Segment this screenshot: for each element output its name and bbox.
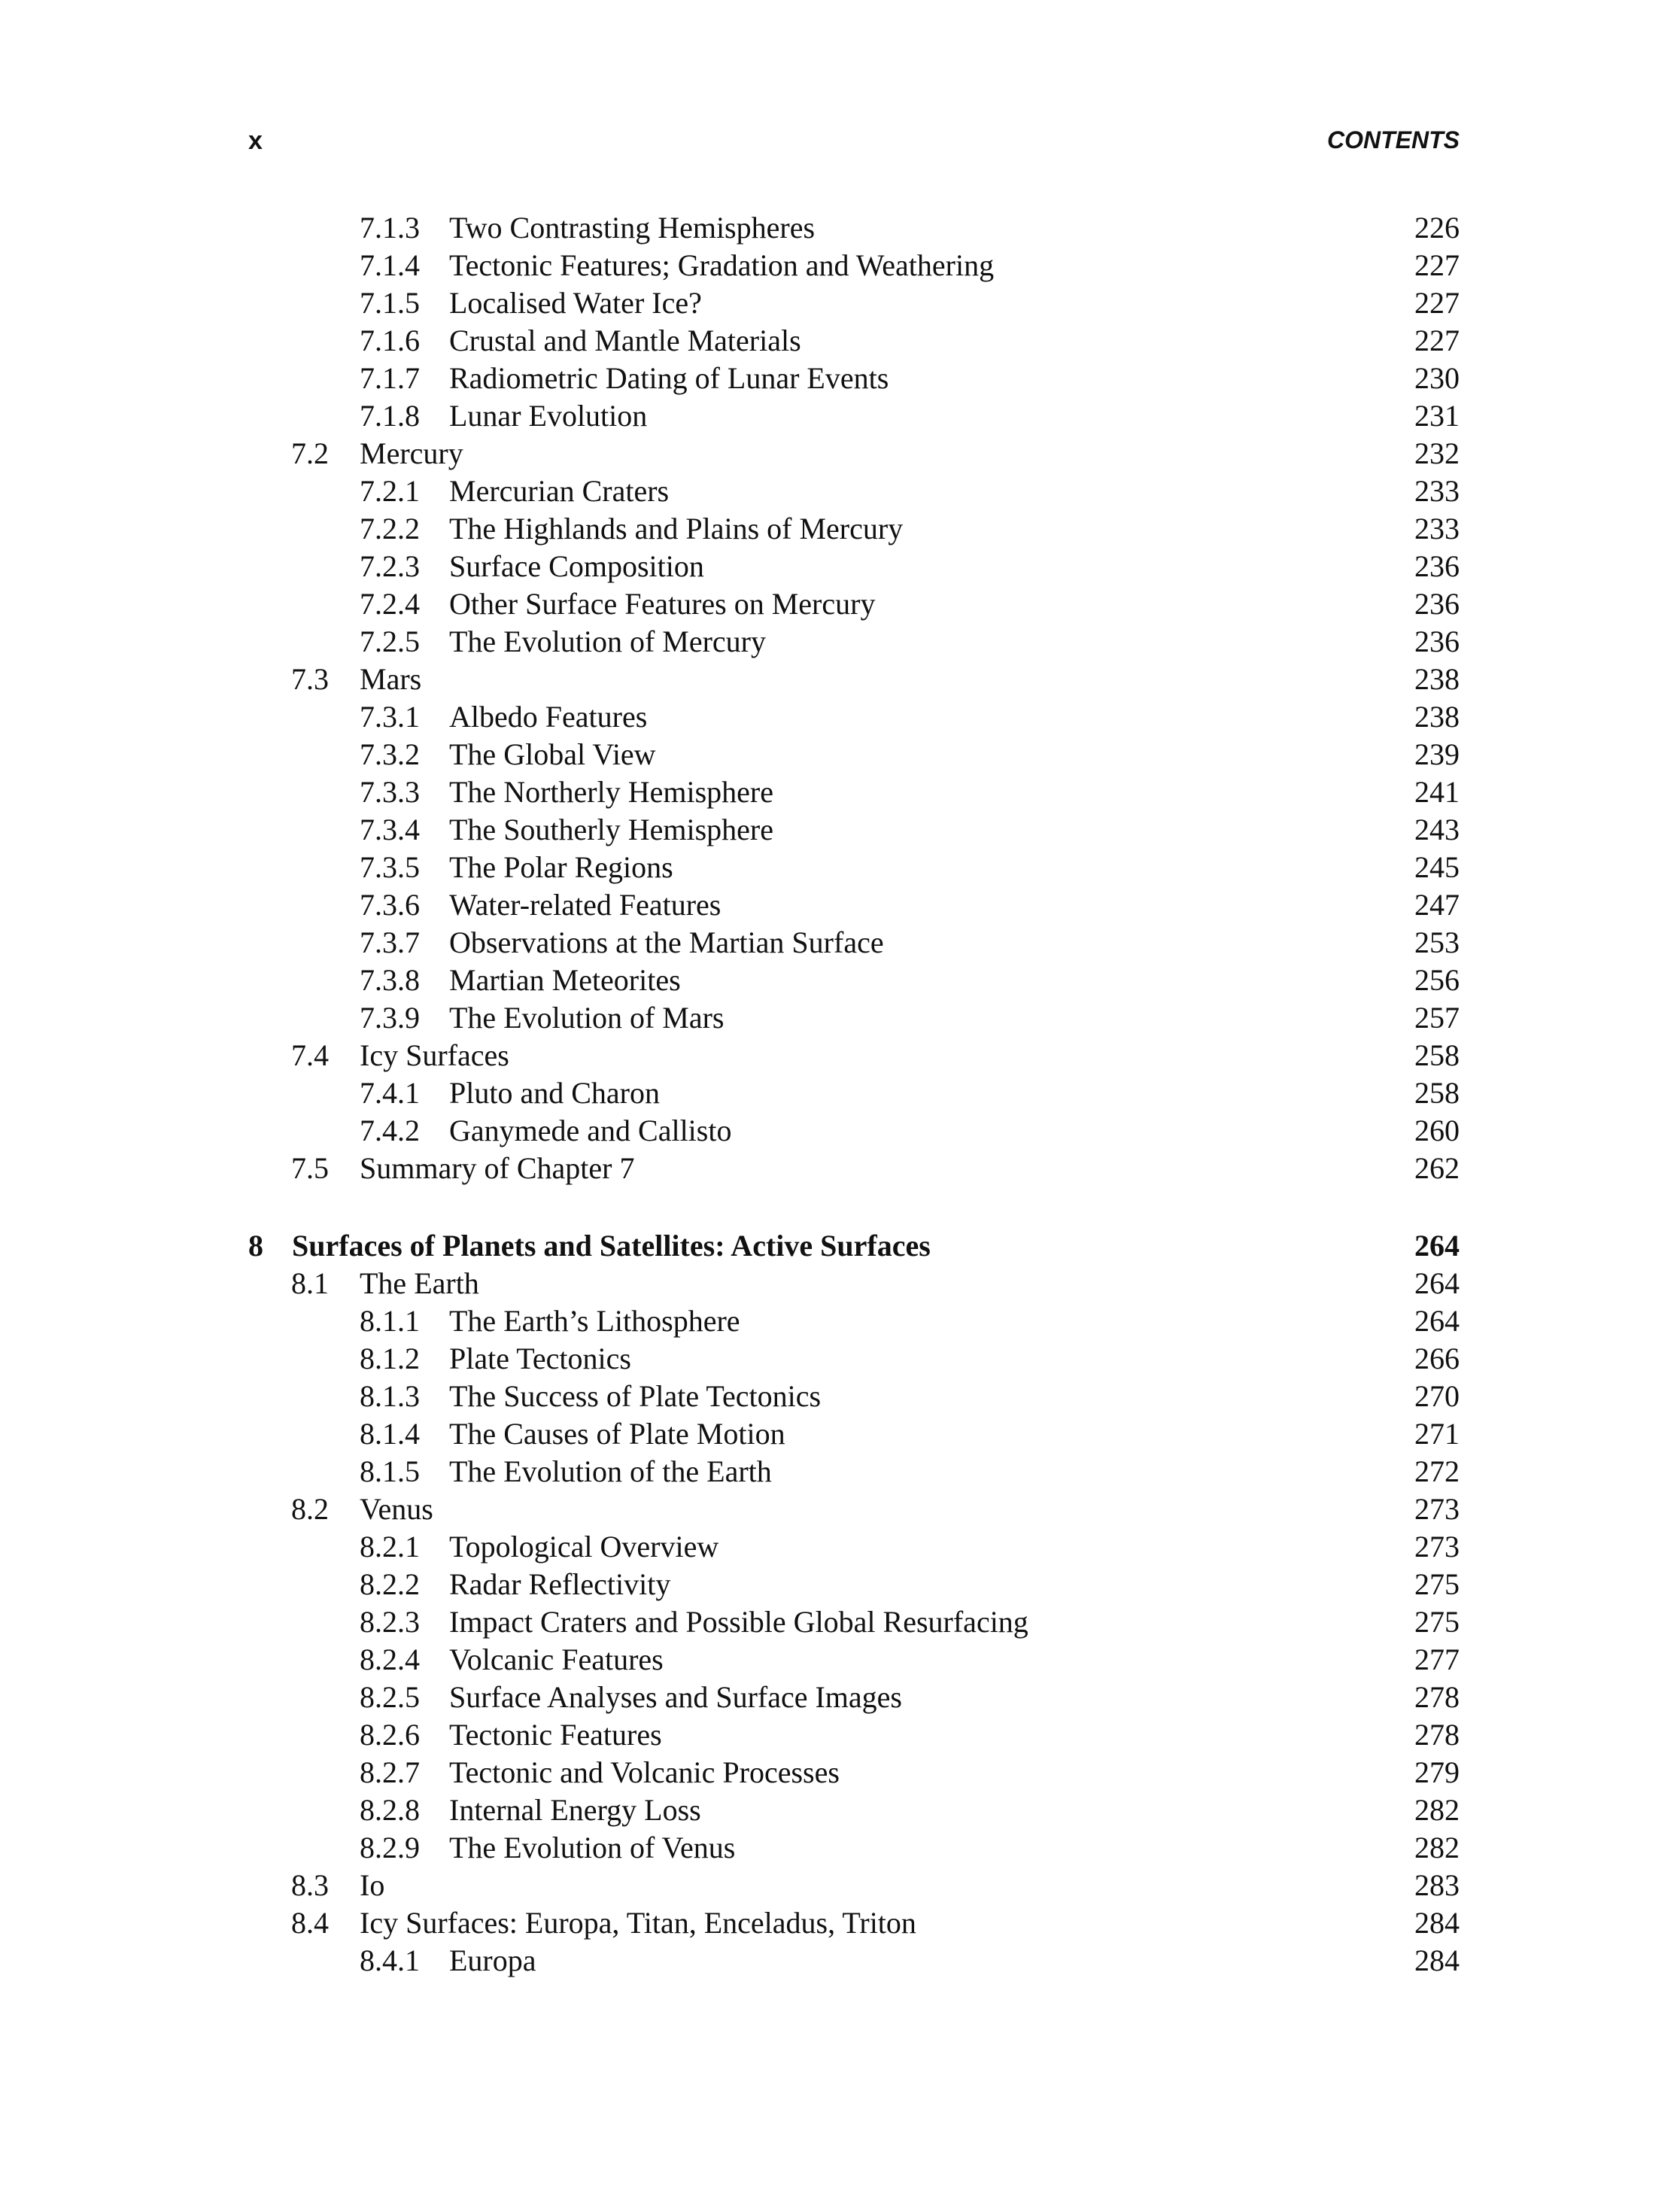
toc-entry-number: 7.2.2: [360, 512, 420, 545]
toc-entry-number: 7.5: [291, 1151, 329, 1185]
toc-entry-title: Mercurian Craters: [449, 474, 670, 508]
toc-entry-title: The Global View: [449, 737, 656, 771]
toc-entry-title: Mercury: [360, 436, 463, 470]
toc-entry-number: 7.1.8: [360, 399, 420, 433]
toc-entry-title: Radar Reflectivity: [449, 1567, 671, 1601]
toc-entry-title: Io: [360, 1868, 385, 1902]
toc-entry-page: 273: [1414, 1530, 1460, 1564]
toc-entry-page: 247: [1414, 888, 1460, 922]
toc-entry-number: 7.4.2: [360, 1114, 420, 1147]
toc-entry-page: 236: [1414, 549, 1460, 583]
toc-entry-number: 7.3.5: [360, 850, 420, 884]
toc-entry-number: 7.2.1: [360, 474, 420, 508]
toc-section-entry: [248, 435, 1460, 473]
toc-entry-number: 7.3.8: [360, 963, 420, 997]
toc-entry-number: 8.4.1: [360, 1943, 420, 1977]
toc-entry-number: 7.1.7: [360, 361, 420, 395]
toc-entry-number: 7.4.1: [360, 1076, 420, 1110]
toc-subsection-entry: [248, 811, 1460, 849]
toc-subsection-entry: [248, 1453, 1460, 1491]
toc-subsection-entry: [248, 962, 1460, 999]
toc-entry-number: 7.3.3: [360, 775, 420, 809]
toc-entry-title: The Evolution of the Earth: [449, 1454, 772, 1488]
toc-entry-title: Mars: [360, 662, 422, 696]
toc-entry-page: 264: [1414, 1266, 1460, 1300]
toc-entry-page: 257: [1414, 1001, 1460, 1035]
running-head: [248, 126, 1460, 169]
toc-entry-title: The Polar Regions: [449, 850, 673, 884]
toc-entry-page: 227: [1414, 324, 1460, 357]
toc-entry-number: 7.1.5: [360, 286, 420, 320]
toc-chapter-entry: [248, 1227, 1460, 1265]
toc-subsection-entry: [248, 1302, 1460, 1340]
toc-entry-title: Surface Composition: [449, 549, 704, 583]
toc-entry-page: 227: [1414, 286, 1460, 320]
toc-entry-title: The Causes of Plate Motion: [449, 1417, 785, 1451]
toc-entry-page: 270: [1414, 1379, 1460, 1413]
toc-entry-number: 7.1.3: [360, 211, 420, 245]
toc-entry-title: The Evolution of Mercury: [449, 624, 766, 658]
toc-entry-title: Plate Tectonics: [449, 1342, 631, 1375]
toc-entry-title: Impact Craters and Possible Global Resurfacing: [449, 1605, 1028, 1639]
toc-entry-page: 253: [1414, 925, 1460, 959]
table-of-contents: [248, 209, 1460, 1980]
toc-entry-page: 241: [1414, 775, 1460, 809]
toc-section-entry: [248, 1265, 1460, 1302]
toc-entry-title: Surfaces of Planets and Satellites: Active Surfaces: [292, 1229, 931, 1263]
toc-entry-page: 271: [1414, 1417, 1460, 1451]
toc-entry-page: 233: [1414, 512, 1460, 545]
toc-entry-title: Icy Surfaces: Europa, Titan, Enceladus, Triton: [360, 1906, 916, 1940]
toc-entry-number: 8.1.3: [360, 1379, 420, 1413]
toc-entry-number: 7.3.2: [360, 737, 420, 771]
toc-entry-page: 283: [1414, 1868, 1460, 1902]
toc-subsection-entry: [248, 1641, 1460, 1679]
toc-entry-title: Tectonic Features; Gradation and Weathering: [449, 248, 995, 282]
toc-entry-number: 8.2.8: [360, 1793, 420, 1827]
toc-entry-number: 8.2.4: [360, 1643, 420, 1676]
toc-entry-page: 239: [1414, 737, 1460, 771]
toc-entry-title: Icy Surfaces: [360, 1038, 509, 1072]
toc-entry-page: 236: [1414, 624, 1460, 658]
toc-subsection-entry: [248, 1679, 1460, 1716]
toc-subsection-entry: [248, 849, 1460, 886]
toc-entry-number: 8.2.2: [360, 1567, 420, 1601]
toc-entry-number: 7.3.9: [360, 1001, 420, 1035]
toc-entry-title: The Earth: [360, 1266, 479, 1300]
toc-entry-page: 238: [1414, 662, 1460, 696]
toc-entry-number: 8.2.6: [360, 1718, 420, 1752]
toc-entry-title: Summary of Chapter 7: [360, 1151, 635, 1185]
toc-entry-title: Other Surface Features on Mercury: [449, 587, 876, 621]
toc-subsection-entry: [248, 1566, 1460, 1603]
toc-entry-number: 8.1.4: [360, 1417, 420, 1451]
toc-entry-page: 260: [1414, 1114, 1460, 1147]
toc-entry-page: 226: [1414, 211, 1460, 245]
toc-entry-page: 236: [1414, 587, 1460, 621]
toc-subsection-entry: [248, 1716, 1460, 1754]
toc-subsection-entry: [248, 1074, 1460, 1112]
toc-entry-title: Tectonic and Volcanic Processes: [449, 1755, 840, 1789]
toc-subsection-entry: [248, 999, 1460, 1037]
toc-subsection-entry: [248, 1791, 1460, 1829]
toc-section-entry: [248, 1867, 1460, 1904]
toc-subsection-entry: [248, 1378, 1460, 1415]
toc-subsection-entry: [248, 1340, 1460, 1378]
toc-entry-number: 7.2.3: [360, 549, 420, 583]
toc-entry-title: Volcanic Features: [449, 1643, 664, 1676]
toc-subsection-entry: [248, 360, 1460, 397]
toc-entry-page: 277: [1414, 1643, 1460, 1676]
toc-entry-number: 8.2: [291, 1492, 329, 1526]
toc-entry-page: 284: [1414, 1906, 1460, 1940]
toc-entry-number: 8.1.2: [360, 1342, 420, 1375]
toc-entry-title: The Highlands and Plains of Mercury: [449, 512, 904, 545]
toc-entry-page: 230: [1414, 361, 1460, 395]
toc-entry-title: The Evolution of Venus: [449, 1831, 736, 1864]
toc-entry-title: Radiometric Dating of Lunar Events: [449, 361, 889, 395]
toc-entry-title: The Success of Plate Tectonics: [449, 1379, 822, 1413]
toc-entry-number: 8.2.9: [360, 1831, 420, 1864]
toc-entry-page: 273: [1414, 1492, 1460, 1526]
toc-entry-number: 8.2.5: [360, 1680, 420, 1714]
toc-entry-page: 278: [1414, 1680, 1460, 1714]
toc-entry-number: 7.3: [291, 662, 329, 696]
toc-subsection-entry: [248, 773, 1460, 811]
toc-entry-number: 7.1.4: [360, 248, 420, 282]
toc-entry-number: 7.3.1: [360, 700, 420, 734]
toc-subsection-entry: [248, 886, 1460, 924]
toc-entry-title: Ganymede and Callisto: [449, 1114, 732, 1147]
toc-entry-title: Tectonic Features: [449, 1718, 662, 1752]
toc-entry-page: 238: [1414, 700, 1460, 734]
toc-subsection-entry: [248, 698, 1460, 736]
toc-entry-title: Water-related Features: [449, 888, 722, 922]
toc-entry-title: Martian Meteorites: [449, 963, 681, 997]
toc-entry-title: Venus: [360, 1492, 433, 1526]
toc-subsection-entry: [248, 284, 1460, 322]
toc-entry-number: 7.3.4: [360, 813, 420, 846]
toc-entry-title: Albedo Features: [449, 700, 648, 734]
toc-entry-page: 233: [1414, 474, 1460, 508]
toc-entry-page: 284: [1414, 1943, 1460, 1977]
toc-entry-title: Europa: [449, 1943, 536, 1977]
toc-entry-page: 279: [1414, 1755, 1460, 1789]
toc-entry-page: 245: [1414, 850, 1460, 884]
toc-entry-title: Internal Energy Loss: [449, 1793, 701, 1827]
toc-entry-page: 275: [1414, 1567, 1460, 1601]
toc-entry-number: 8.1.1: [360, 1304, 420, 1338]
toc-entry-number: 8: [248, 1229, 263, 1263]
toc-entry-number: 8.1: [291, 1266, 329, 1300]
toc-entry-number: 8.3: [291, 1868, 329, 1902]
toc-entry-title: The Evolution of Mars: [449, 1001, 725, 1035]
toc-entry-page: 282: [1414, 1793, 1460, 1827]
toc-entry-title: Observations at the Martian Surface: [449, 925, 884, 959]
toc-entry-page: 258: [1414, 1076, 1460, 1110]
toc-entry-page: 262: [1414, 1151, 1460, 1185]
toc-entry-number: 7.3.6: [360, 888, 420, 922]
toc-entry-title: The Northerly Hemisphere: [449, 775, 773, 809]
toc-entry-page: 258: [1414, 1038, 1460, 1072]
toc-subsection-entry: [248, 209, 1460, 247]
running-title: CONTENTS: [1327, 126, 1460, 153]
toc-entry-number: 7.2.4: [360, 587, 420, 621]
toc-subsection-entry: [248, 1112, 1460, 1150]
toc-entry-number: 8.4: [291, 1906, 329, 1940]
toc-entry-title: The Earth’s Lithosphere: [449, 1304, 740, 1338]
toc-entry-page: 256: [1414, 963, 1460, 997]
toc-subsection-entry: [248, 924, 1460, 962]
toc-entry-page: 264: [1414, 1229, 1460, 1263]
toc-entry-page: 266: [1414, 1342, 1460, 1375]
toc-entry-page: 272: [1414, 1454, 1460, 1488]
toc-entry-page: 232: [1414, 436, 1460, 470]
toc-entry-title: Surface Analyses and Surface Images: [449, 1680, 902, 1714]
toc-entry-number: 8.1.5: [360, 1454, 420, 1488]
toc-subsection-entry: [248, 1603, 1460, 1641]
toc-subsection-entry: [248, 585, 1460, 623]
toc-entry-number: 7.3.7: [360, 925, 420, 959]
toc-section-entry: [248, 1037, 1460, 1074]
toc-entry-title: Localised Water Ice?: [449, 286, 702, 320]
toc-subsection-entry: [248, 1754, 1460, 1791]
toc-subsection-entry: [248, 510, 1460, 548]
toc-subsection-entry: [248, 1942, 1460, 1980]
toc-subsection-entry: [248, 397, 1460, 435]
toc-entry-title: The Southerly Hemisphere: [449, 813, 773, 846]
toc-entry-page: 227: [1414, 248, 1460, 282]
toc-entry-title: Crustal and Mantle Materials: [449, 324, 801, 357]
toc-section-entry: [248, 661, 1460, 698]
toc-entry-page: 275: [1414, 1605, 1460, 1639]
toc-subsection-entry: [248, 736, 1460, 773]
toc-entry-page: 278: [1414, 1718, 1460, 1752]
toc-entry-title: Topological Overview: [449, 1530, 719, 1564]
toc-subsection-entry: [248, 473, 1460, 510]
toc-entry-page: 264: [1414, 1304, 1460, 1338]
toc-section-entry: [248, 1491, 1460, 1528]
toc-entry-number: 8.2.1: [360, 1530, 420, 1564]
toc-section-entry: [248, 1150, 1460, 1187]
page-folio: x: [248, 126, 263, 155]
toc-entry-title: Two Contrasting Hemispheres: [449, 211, 816, 245]
toc-subsection-entry: [248, 1415, 1460, 1453]
toc-subsection-entry: [248, 247, 1460, 284]
toc-entry-number: 7.2: [291, 436, 329, 470]
toc-entry-page: 243: [1414, 813, 1460, 846]
toc-entry-title: Pluto and Charon: [449, 1076, 660, 1110]
toc-entry-number: 7.4: [291, 1038, 329, 1072]
toc-entry-number: 8.2.3: [360, 1605, 420, 1639]
toc-subsection-entry: [248, 1829, 1460, 1867]
toc-subsection-entry: [248, 322, 1460, 360]
toc-entry-title: Lunar Evolution: [449, 399, 648, 433]
toc-subsection-entry: [248, 1528, 1460, 1566]
toc-subsection-entry: [248, 548, 1460, 585]
toc-entry-page: 282: [1414, 1831, 1460, 1864]
toc-entry-number: 7.1.6: [360, 324, 420, 357]
toc-subsection-entry: [248, 623, 1460, 661]
toc-section-entry: [248, 1904, 1460, 1942]
toc-entry-number: 7.2.5: [360, 624, 420, 658]
toc-entry-number: 8.2.7: [360, 1755, 420, 1789]
toc-entry-page: 231: [1414, 399, 1460, 433]
